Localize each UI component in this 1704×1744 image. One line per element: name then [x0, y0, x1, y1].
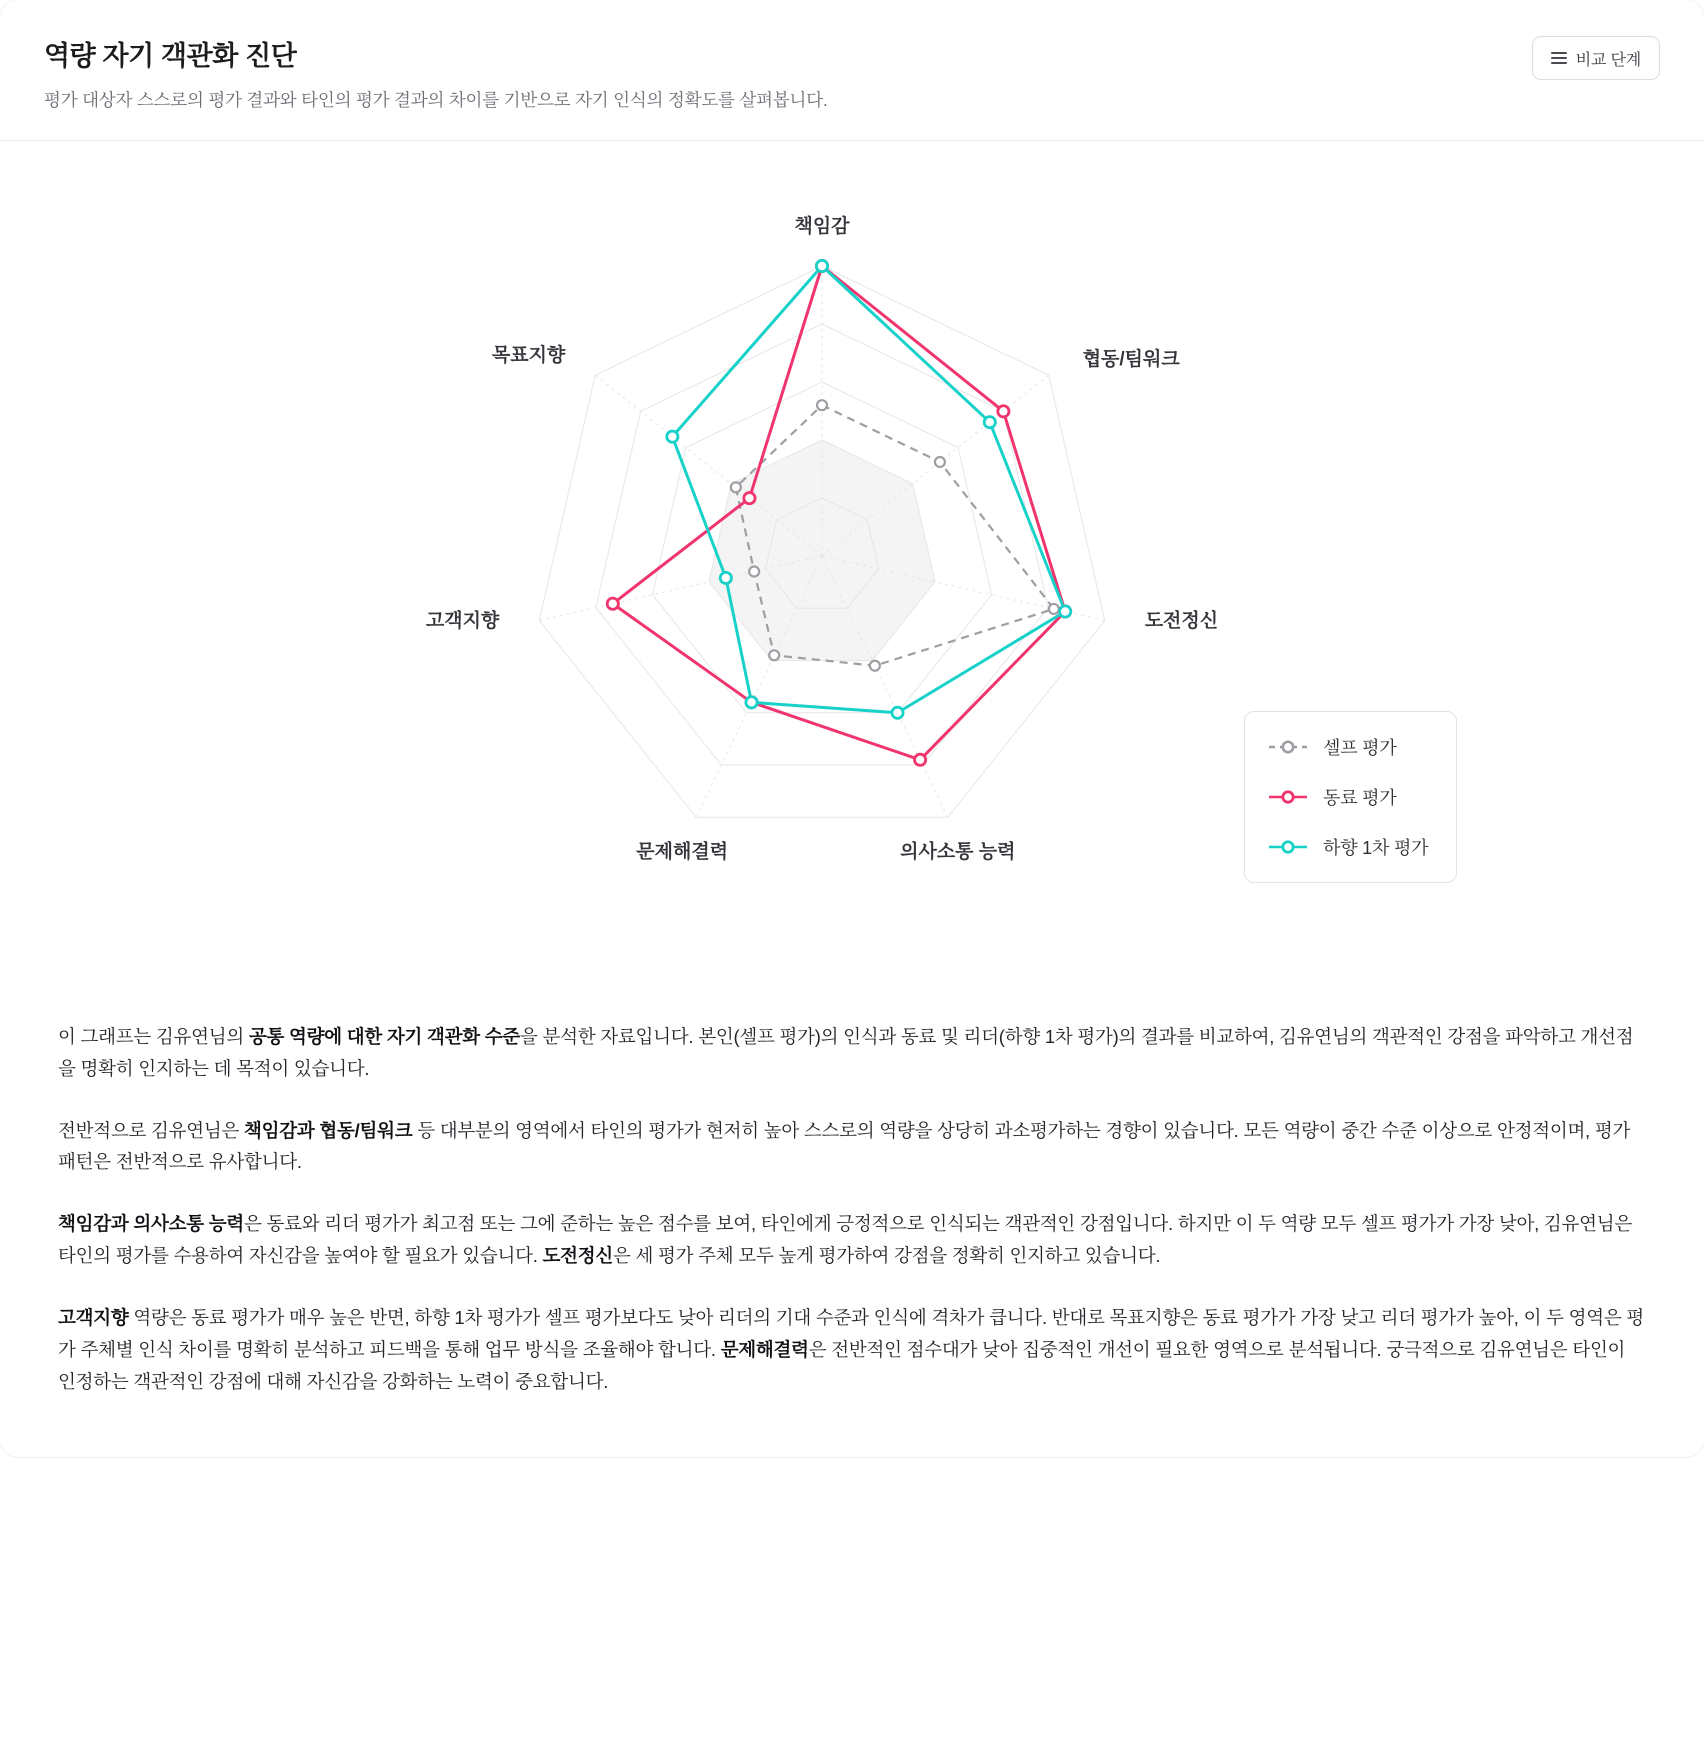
radar-axis-label: 목표지향 — [491, 345, 566, 367]
narrative-paragraph-1 — [58, 1021, 1646, 1085]
narrative-p4-a: 고객지향 — [58, 1306, 129, 1328]
radar-axis-label: 문제해결력 — [636, 841, 729, 863]
narrative-p2-c: 등 대부분의 영역에서 타인의 평가가 현저히 높아 스스로의 역량을 상당히 과소평가하는 경향이 있습니다. 모든 역량이 중간 수준 이상으로 안정적이며, 평가 패턴은 전반적으로 유사합니다. — [58, 1119, 1631, 1173]
radar-axis-label: 고객지향 — [425, 610, 500, 632]
narrative-p3-b: 은 동료와 리더 평가가 최고점 또는 그에 준하는 높은 점수를 보여, 타인에게 긍정적으로 인식되는 객관적인 강점입니다. 하지만 이 두 역량 모두 셀프 평가가 가장 낮아, 김유연님은 타인의 평가를 수용하여 자신감을 높여야 할 필요가 있습니다. — [58, 1213, 1633, 1267]
narrative-p4-d: 은 전반적인 점수대가 낮아 집중적인 개선이 필요한 영역으로 분석됩니다. 궁극적으로 김유연님은 타인이 인정하는 객관적인 강점에 대해 자신감을 강화하는 노력이 중요합니다. — [58, 1338, 1626, 1392]
legend-item-peer[interactable] — [1267, 784, 1428, 810]
radar-axis-label: 협동/팀워크 — [1082, 349, 1180, 371]
legend-label-leader: 하향 1차 평가 — [1323, 838, 1429, 858]
narrative-p2-b: 책임감과 협동/팀워크 — [244, 1119, 413, 1141]
radar-axis-label: 도전정신 — [1144, 610, 1219, 632]
narrative-paragraph-3 — [58, 1208, 1646, 1272]
compare-stage-label: 비교 단계 — [1575, 51, 1641, 69]
compare-stage-button[interactable] — [1532, 36, 1660, 80]
legend-label-peer: 동료 평가 — [1323, 788, 1397, 808]
page-title: 역량 자기 객관화 진단 — [44, 41, 297, 71]
narrative-p3-d: 은 세 평가 주체 모두 높게 평가하여 강점을 정확히 인지하고 있습니다. — [613, 1245, 1161, 1267]
narrative-p4-b: 역량은 동료 평가가 매우 높은 반면, 하향 1차 평가가 셀프 평가보다도 낮아 리더의 기대 수준과 인식에 격차가 큽니다. 반대로 목표지향은 동료 평가가 가장 낮고 리더 평가가 높아, 이 두 영역은 평가 주체별 인식 차이를 명확히 분석하고 피드백을 통해 업무 방식을 조율해야 합니다. — [58, 1306, 1644, 1360]
page-subtitle: 평가 대상자 스스로의 평가 결과와 타인의 평가 결과의 차이를 기반으로 자기 인식의 정확도를 살펴봅니다. — [44, 90, 828, 110]
narrative-p2-a: 전반적으로 김유연님은 — [58, 1119, 244, 1141]
legend-marker-self — [1267, 739, 1309, 755]
radar-chart — [292, 161, 1352, 961]
narrative-section — [0, 981, 1704, 1457]
card-header — [0, 0, 1704, 141]
legend-marker-leader — [1267, 839, 1309, 855]
narrative-p1-b: 공통 역량에 대한 자기 객관화 수준 — [248, 1026, 521, 1047]
narrative-p1-c: 을 분석한 자료입니다. 본인(셀프 평가)의 인식과 동료 및 리더(하향 1차 평가)의 결과를 비교하여, 김유연님의 객관적인 강점을 파악하고 개선점을 명확히 인지하는 데 목적이 있습니다. — [58, 1026, 1634, 1079]
narrative-paragraph-4 — [58, 1302, 1646, 1397]
legend-marker-peer — [1267, 789, 1309, 805]
legend-label-self: 셀프 평가 — [1323, 738, 1397, 758]
narrative-paragraph-2 — [58, 1115, 1646, 1179]
radar-axis-label: 의사소통 능력 — [900, 841, 1016, 863]
chart-legend — [1244, 711, 1457, 883]
narrative-p1-a: 이 그래프는 김유연님의 — [58, 1026, 249, 1047]
filter-lines-icon — [1551, 52, 1567, 64]
narrative-p3-c: 도전정신 — [542, 1245, 614, 1267]
legend-item-leader[interactable] — [1267, 834, 1428, 860]
legend-item-self[interactable] — [1267, 734, 1428, 760]
narrative-p4-c: 문제해결력 — [720, 1338, 809, 1360]
chart-section — [0, 141, 1704, 981]
radar-chart-svg — [292, 161, 1352, 961]
narrative-p3-a: 책임감과 의사소통 능력 — [58, 1213, 244, 1235]
radar-axis-label: 책임감 — [794, 216, 850, 237]
